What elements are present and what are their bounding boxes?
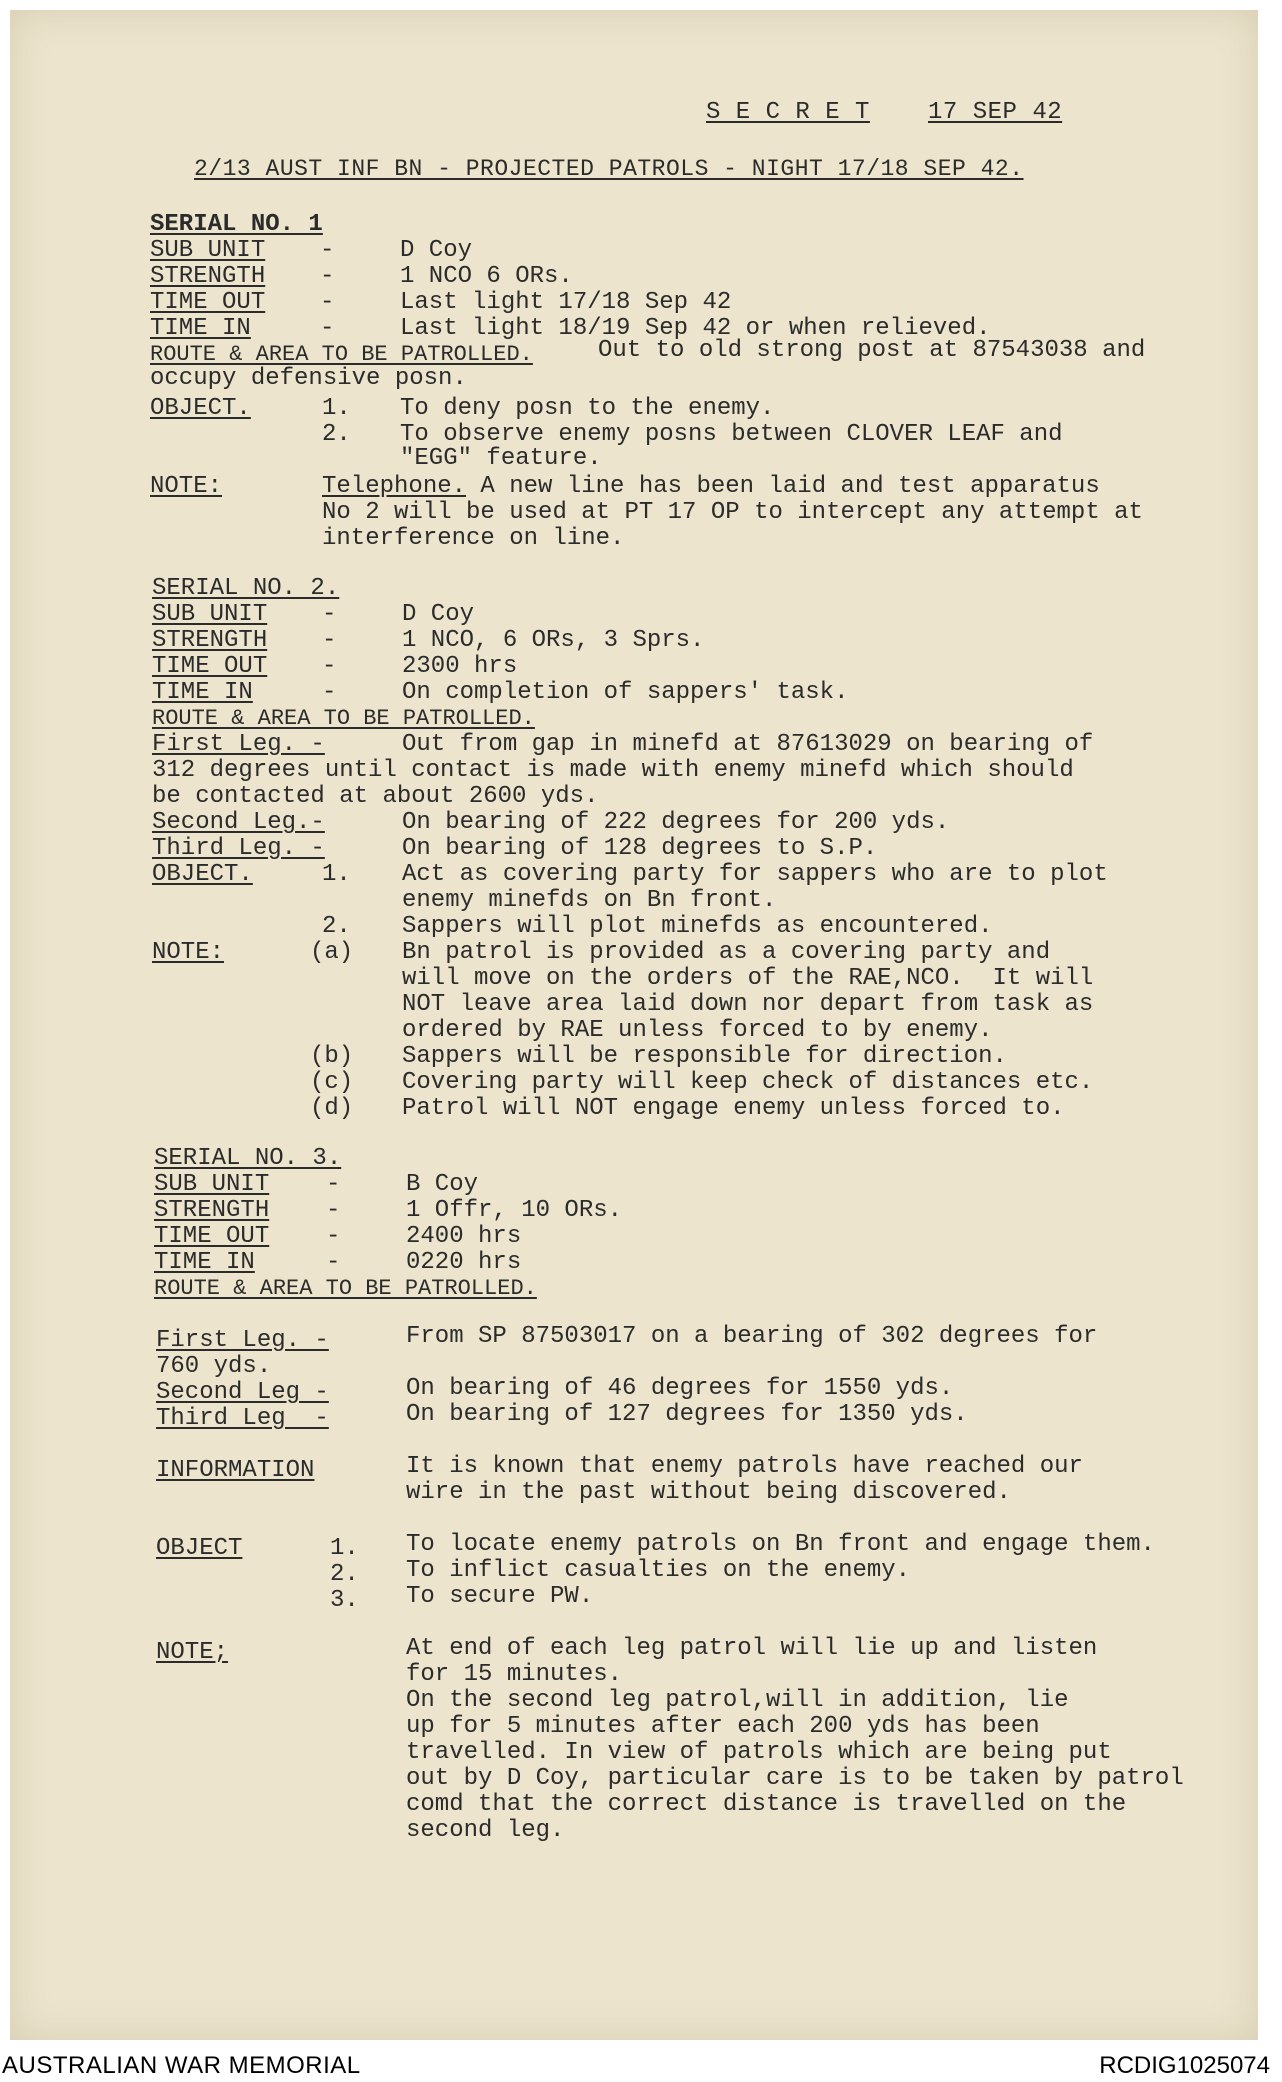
serial-2-note-num: (c) [310,1069,354,1096]
serial-1-object-label: OBJECT. [150,395,251,422]
serial-2-time-out-value: 2300 hrs [402,653,518,680]
serial-1-object-num: 2. [322,421,351,448]
classification-marking: S E C R E T [706,99,870,126]
serial-1-dash: - [320,289,335,316]
serial-2-route-label: ROUTE & AREA TO BE PATROLLED. [152,706,535,731]
serial-3-label-strength: STRENGTH [154,1197,270,1224]
serial-3-label-time-out: TIME OUT [154,1223,270,1250]
serial-3-route-label: ROUTE & AREA TO BE PATROLLED. [154,1276,537,1301]
document-title: 2/13 AUST INF BN - PROJECTED PATROLS - NIGHT 17/18 SEP 42. [194,156,1024,182]
serial-3-strength-value: 1 Offr, 10 ORs. [406,1197,623,1224]
serial-2-label-strength: STRENGTH [152,627,268,654]
serial-1-label-time-out: TIME OUT [150,289,266,316]
serial-3-sub-unit-value: B Coy [406,1171,479,1198]
serial-2-object-num: 2. [322,913,351,940]
archive-reference: RCDIG1025074 [1099,2052,1270,2079]
serial-1-object-text: "EGG" feature. [400,445,602,472]
serial-3-heading: SERIAL NO. 3. [154,1145,342,1172]
serial-2-note-text: ordered by RAE unless forced to by enemy. [402,1017,993,1044]
serial-3-object-text: To locate enemy patrols on Bn front and engage them. [406,1531,1155,1558]
serial-3-first-leg-label: First Leg. - [156,1327,329,1354]
document-date: 17 SEP 42 [928,99,1063,126]
serial-2-note-text: Sappers will be responsible for direction. [402,1043,1007,1070]
serial-1-time-in-value: Last light 18/19 Sep 42 or when relieved. [400,315,991,342]
serial-1-heading: SERIAL NO. 1 [150,211,323,238]
serial-2-object-num: 1. [322,861,351,888]
serial-2-strength-value: 1 NCO, 6 ORs, 3 Sprs. [402,627,705,654]
serial-3-second-leg-text: On bearing of 46 degrees for 1550 yds. [406,1375,954,1402]
serial-3-object-num: 2. [330,1561,359,1588]
serial-3-information-text: It is known that enemy patrols have reached our [406,1453,1083,1480]
serial-3-label-sub-unit: SUB UNIT [154,1171,270,1198]
serial-1-note-label: NOTE: [150,473,223,500]
serial-1-route-text: occupy defensive posn. [150,365,467,392]
serial-2-object-text: Act as covering party for sappers who are to plot [402,861,1108,888]
serial-2-object-text: enemy minefds on Bn front. [402,887,777,914]
serial-2-third-leg-label: Third Leg. - [152,835,325,862]
serial-3-note-line: comd that the correct distance is travelled on the [406,1791,1127,1818]
archive-footer [0,2048,1282,2082]
serial-3-note-line: On the second leg patrol,will in addition, lie [406,1687,1069,1714]
serial-3-second-leg-label: Second Leg - [156,1379,329,1406]
serial-3-object-num: 1. [330,1535,359,1562]
serial-1-strength-value: 1 NCO 6 ORs. [400,263,573,290]
serial-3-time-in-value: 0220 hrs [406,1249,522,1276]
serial-1-label-sub-unit: SUB UNIT [150,237,266,264]
serial-3-third-leg-text: On bearing of 127 degrees for 1350 yds. [406,1401,968,1428]
serial-2-second-leg-text: On bearing of 222 degrees for 200 yds. [402,809,950,836]
serial-3-time-out-value: 2400 hrs [406,1223,522,1250]
serial-3-object-num: 3. [330,1587,359,1614]
serial-2-note-text: Bn patrol is provided as a covering party and [402,939,1051,966]
serial-2-label-sub-unit: SUB UNIT [152,601,268,628]
serial-3-note-line: At end of each leg patrol will lie up and listen [406,1635,1098,1662]
serial-1-note-line [322,474,1100,500]
serial-2-label-time-out: TIME OUT [152,653,268,680]
serial-2-note-num: (b) [310,1043,354,1070]
serial-2-label-time-in: TIME IN [152,679,253,706]
serial-2-time-in-value: On completion of sappers' task. [402,679,849,706]
serial-3-note-line: second leg. [406,1817,565,1844]
serial-1-note-text: A new line has been laid and test apparatus [466,473,1100,500]
serial-2-first-leg-text: 312 degrees until contact is made with enemy minefd which should [152,757,1074,784]
serial-2-third-leg-text: On bearing of 128 degrees to S.P. [402,835,878,862]
serial-3-dash: - [326,1249,341,1276]
serial-2-heading: SERIAL NO. 2. [152,575,340,602]
serial-2-note-text: NOT leave area laid down nor depart from task as [402,991,1094,1018]
serial-3-dash: - [326,1197,341,1224]
serial-1-object-text: To observe enemy posns between CLOVER LEAF and [400,421,1063,448]
serial-3-information-label: INFORMATION [156,1457,315,1484]
serial-3-label-time-in: TIME IN [154,1249,255,1276]
serial-1-sub-unit-value: D Coy [400,237,473,264]
serial-3-note-line: for 15 minutes. [406,1661,623,1688]
serial-2-note-num: (d) [310,1095,354,1122]
serial-1-note-line: No 2 will be used at PT 17 OP to intercept any attempt at [322,499,1143,526]
serial-1-time-out-value: Last light 17/18 Sep 42 [400,289,732,316]
serial-1-object-num: 1. [322,395,351,422]
serial-1-note-head: Telephone. [322,473,467,500]
serial-2-note-label: NOTE: [152,939,225,966]
serial-1-label-time-in: TIME IN [150,315,251,342]
serial-2-first-leg-label: First Leg. - [152,731,325,758]
serial-3-object-text: To inflict casualties on the enemy. [406,1557,911,1584]
serial-2-note-text: Covering party will keep check of distances etc. [402,1069,1094,1096]
serial-2-first-leg-text: Out from gap in minefd at 87613029 on bearing of [402,731,1094,758]
serial-3-note-line: up for 5 minutes after each 200 yds has been [406,1713,1040,1740]
serial-3-third-leg-label: Third Leg - [156,1405,329,1432]
serial-3-object-text: To secure PW. [406,1583,594,1610]
serial-2-note-num: (a) [310,939,354,966]
serial-2-dash: - [322,679,337,706]
serial-1-note-line: interference on line. [322,525,625,552]
serial-2-dash: - [322,653,337,680]
serial-3-first-leg-text: From SP 87503017 on a bearing of 302 degrees for [406,1323,1098,1350]
serial-1-dash: - [320,315,335,342]
serial-2-object-text: Sappers will plot minefds as encountered. [402,913,993,940]
serial-2-dash: - [322,601,337,628]
serial-3-dash: - [326,1171,341,1198]
archive-name: AUSTRALIAN WAR MEMORIAL [2,2052,361,2079]
serial-2-dash: - [322,627,337,654]
serial-2-sub-unit-value: D Coy [402,601,475,628]
serial-3-object-label: OBJECT [156,1535,243,1562]
serial-2-first-leg-text: be contacted at about 2600 yds. [152,783,599,810]
serial-3-information-text: wire in the past without being discovered. [406,1479,1011,1506]
serial-3-dash: - [326,1223,341,1250]
serial-3-note-line: travelled. In view of patrols which are being put [406,1739,1112,1766]
serial-3-note-label: NOTE; [156,1639,229,1666]
serial-2-second-leg-label: Second Leg.- [152,809,325,836]
serial-2-note-text: will move on the orders of the RAE,NCO. It will [402,965,1094,992]
serial-1-label-strength: STRENGTH [150,263,266,290]
serial-1-dash: - [320,237,335,264]
serial-2-object-label: OBJECT. [152,861,253,888]
serial-3-first-leg-text: 760 yds. [156,1353,272,1380]
serial-1-object-text: To deny posn to the enemy. [400,395,775,422]
serial-1-dash: - [320,263,335,290]
serial-1-route-text: Out to old strong post at 87543038 and [598,337,1146,364]
serial-3-note-line: out by D Coy, particular care is to be taken by patrol [406,1765,1184,1792]
serial-1-route-label: ROUTE & AREA TO BE PATROLLED. [150,342,533,367]
serial-2-note-text: Patrol will NOT engage enemy unless forced to. [402,1095,1065,1122]
